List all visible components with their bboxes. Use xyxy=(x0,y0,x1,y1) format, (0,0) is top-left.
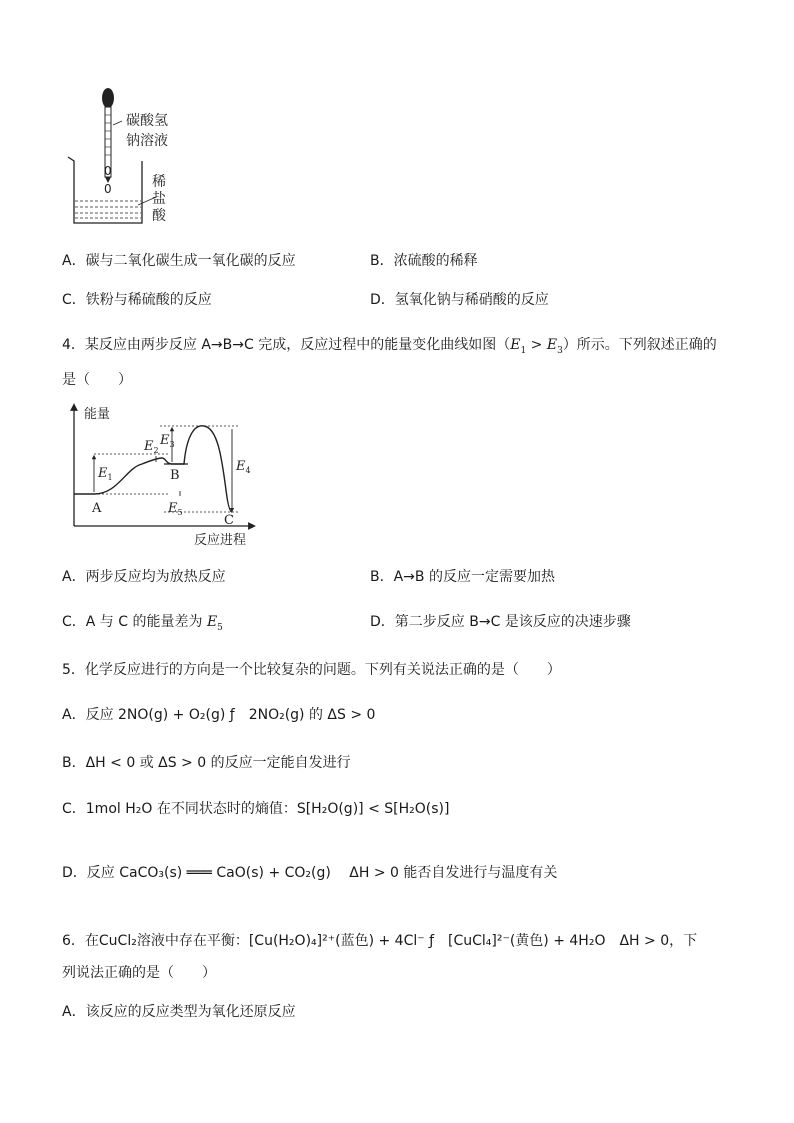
q6-stem-line1: 6．在CuCl₂溶液中存在平衡：[Cu(H₂O)₄]²⁺(蓝色) + 4Cl⁻ ƒ [CuCl₄]²⁻(黄色) + 4H₂O ΔH > 0，下 xyxy=(62,933,698,949)
q4-option-c-e: E xyxy=(206,614,218,630)
q4-option-c-text: C．A 与 C 的能量差为 xyxy=(62,614,207,630)
q5-option-c: C．1mol H₂O 在不同状态时的熵值：S[H₂O(g)] < S[H₂O(s)] xyxy=(62,801,450,817)
q4-cond-e1: E xyxy=(510,337,521,353)
svg-text:E1 xyxy=(97,466,113,482)
q4-stem-line1 xyxy=(62,334,717,356)
q4-cond-gt: > xyxy=(526,337,547,353)
e2-label: E xyxy=(144,439,154,454)
e2-sub: 2 xyxy=(153,446,159,455)
e4-sub: 4 xyxy=(245,466,251,475)
q3-option-a: A．碳与二氧化碳生成一氧化碳的反应 xyxy=(62,253,296,269)
q4-option-a: A．两步反应均为放热反应 xyxy=(62,569,226,585)
q6-stem-line2: 列说法正确的是（ ） xyxy=(62,965,216,981)
beaker-label-line2: 盐 xyxy=(152,191,166,207)
beaker-label-line3: 酸 xyxy=(152,208,166,224)
dropper-beaker-figure xyxy=(60,85,200,230)
q6-option-a: A．该反应的反应类型为氧化还原反应 xyxy=(62,1004,296,1020)
q5-option-d: D．反应 CaCO₃(s) ═══ CaO(s) + CO₂(g) ΔH > 0 能否自发进行与温度有关 xyxy=(62,865,558,881)
q4-option-b: B．A→B 的反应一定需要加热 xyxy=(370,569,555,585)
point-a-label: A xyxy=(92,501,102,516)
q5-option-b: B．ΔH < 0 或 ΔS > 0 的反应一定能自发进行 xyxy=(62,755,351,771)
bubble-1: 0 xyxy=(104,164,112,178)
q4-cond-e3: E xyxy=(546,337,558,353)
q4-option-c xyxy=(62,611,223,633)
svg-text:E5 xyxy=(167,501,183,517)
e4-label: E xyxy=(236,459,246,474)
q5-stem: 5．化学反应进行的方向是一个比较复杂的问题。下列有关说法正确的是（ ） xyxy=(62,662,561,678)
e3-label: E xyxy=(160,433,170,448)
dropper-label-line2: 钠溶液 xyxy=(126,133,168,149)
bubble-2: 0 xyxy=(104,182,112,196)
e5-label: E xyxy=(168,501,178,516)
svg-text:E4 xyxy=(235,459,251,475)
dropper-label-line1: 碳酸氢 xyxy=(126,113,168,129)
energy-diagram xyxy=(60,402,260,550)
q3-option-d: D．氢氧化钠与稀硝酸的反应 xyxy=(370,292,549,308)
q4-option-c-sub: 5 xyxy=(217,622,223,633)
q4-option-d: D．第二步反应 B→C 是该反应的决速步骤 xyxy=(370,614,631,630)
e5-sub: 5 xyxy=(177,508,183,517)
y-axis-label: 能量 xyxy=(84,407,111,422)
q4-cond-e1-sub: 1 xyxy=(520,345,527,356)
e1-sub: 1 xyxy=(107,473,113,482)
q4-stem-text: 4．某反应由两步反应 A→B→C 完成，反应过程中的能量变化曲线如图（ xyxy=(62,337,511,353)
point-b-label: B xyxy=(170,468,180,483)
e3-sub: 3 xyxy=(169,440,175,449)
q5-option-a: A．反应 2NO(g) + O₂(g) ƒ 2NO₂(g) 的 ΔS > 0 xyxy=(62,707,376,723)
dropper-bulb xyxy=(102,88,114,108)
q4-cond-e3-sub: 3 xyxy=(557,345,563,356)
beaker-label-line1: 稀 xyxy=(152,174,166,190)
q4-stem-line2: 是（ ） xyxy=(62,372,132,388)
e1-label: E xyxy=(98,466,108,481)
q3-option-b: B．浓硫酸的稀释 xyxy=(370,253,478,269)
svg-text:E2 xyxy=(143,439,159,455)
q3-option-c: C．铁粉与稀硫酸的反应 xyxy=(62,292,212,308)
x-axis-label: 反应进程 xyxy=(194,533,247,548)
q4-stem-text-b: ）所示。下列叙述正确的 xyxy=(562,337,717,353)
point-c-label: C xyxy=(224,513,234,528)
